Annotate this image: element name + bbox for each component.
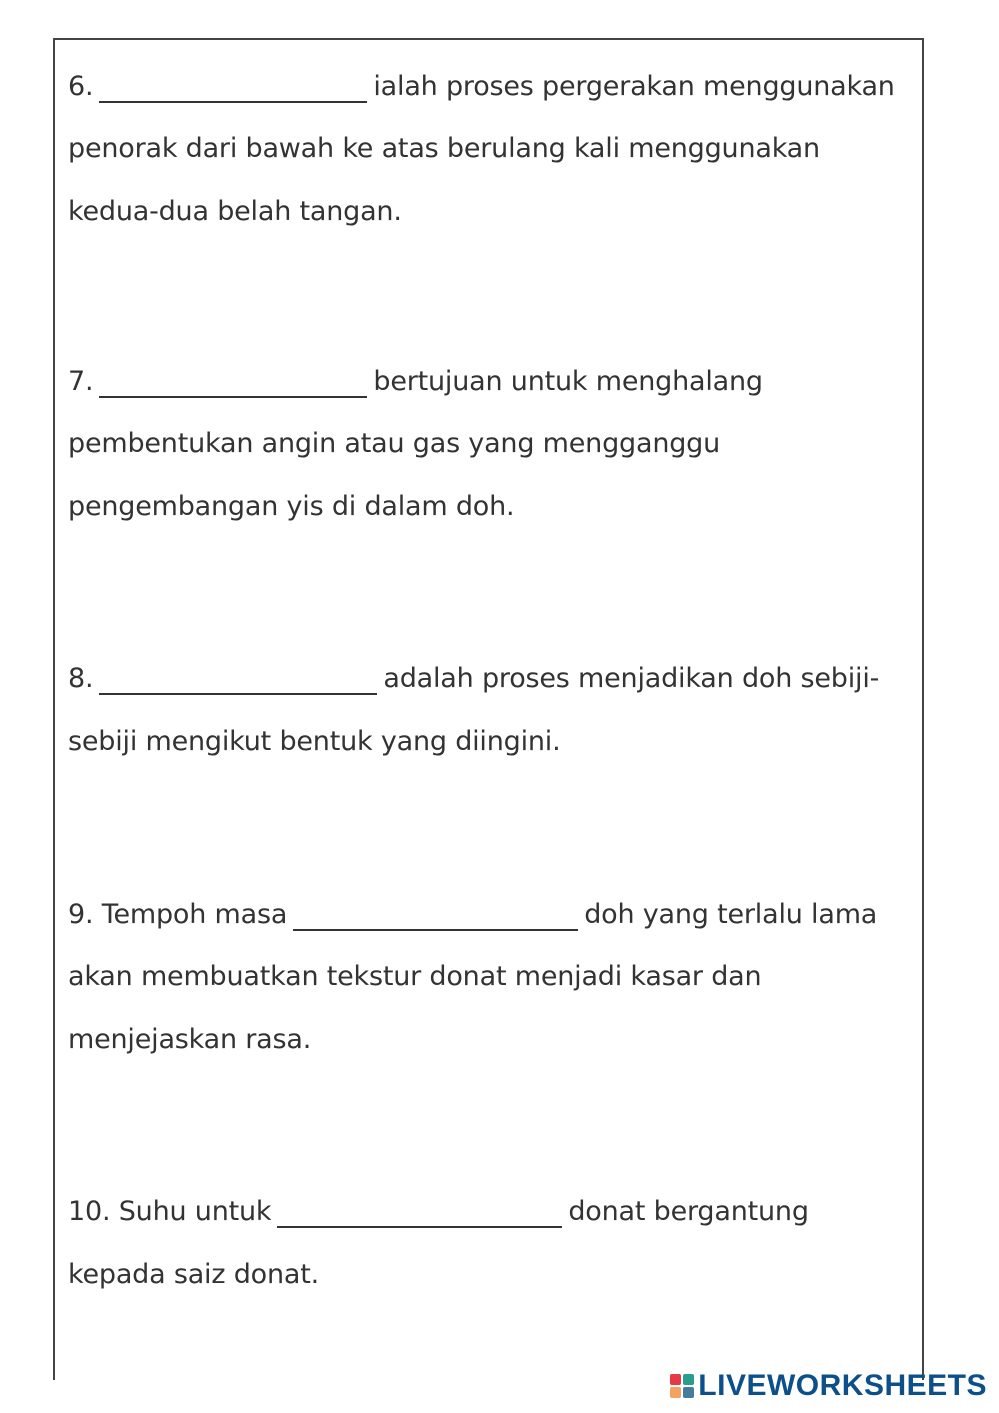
question-9-text: doh yang terlalu lama <box>584 899 878 930</box>
question-7-line-1 <box>68 365 763 399</box>
question-9-line-1 <box>68 898 877 932</box>
question-8-line-1 <box>68 662 879 696</box>
question-9-answer-field[interactable] <box>293 905 578 931</box>
question-7-line-2: pembentukan angin atau gas yang mengganggu <box>68 428 721 459</box>
question-10-number: 10. <box>68 1196 111 1227</box>
question-6-text: ialah proses pergerakan menggunakan <box>373 71 895 102</box>
question-10-answer-field[interactable] <box>277 1202 562 1228</box>
liveworksheets-grid-icon <box>670 1374 694 1398</box>
question-10-line-1 <box>68 1195 809 1229</box>
question-8-number: 8. <box>68 663 94 694</box>
question-6-line-3: kedua-dua belah tangan. <box>68 196 402 227</box>
question-6-number: 6. <box>68 71 94 102</box>
question-9-line-3: menjejaskan rasa. <box>68 1024 312 1055</box>
question-9-number: 9. <box>68 899 94 930</box>
question-7-answer-field[interactable] <box>99 372 367 398</box>
question-6-line-1 <box>68 70 895 104</box>
question-8-line-2: sebiji mengikut bentuk yang diingini. <box>68 726 561 757</box>
question-9-line-2: akan membuatkan tekstur donat menjadi kasar dan <box>68 961 762 992</box>
question-7-number: 7. <box>68 366 94 397</box>
question-6-line-2: penorak dari bawah ke atas berulang kali menggunakan <box>68 133 820 164</box>
question-10-text: donat bergantung <box>568 1196 809 1227</box>
question-10-line-2: kepada saiz donat. <box>68 1259 319 1290</box>
question-8-answer-field[interactable] <box>99 669 377 695</box>
question-10-lead-text: Suhu untuk <box>118 1196 272 1227</box>
logo-text: LIVEWORKSHEETS <box>698 1369 987 1402</box>
question-7-text: bertujuan untuk menghalang <box>373 366 763 397</box>
question-9-lead-text: Tempoh masa <box>101 899 288 930</box>
worksheet-frame <box>53 38 924 1380</box>
liveworksheets-logo[interactable] <box>670 1369 987 1403</box>
question-8-text: adalah proses menjadikan doh sebiji- <box>383 663 880 694</box>
question-7-line-3: pengembangan yis di dalam doh. <box>68 491 515 522</box>
question-6-answer-field[interactable] <box>99 77 367 103</box>
